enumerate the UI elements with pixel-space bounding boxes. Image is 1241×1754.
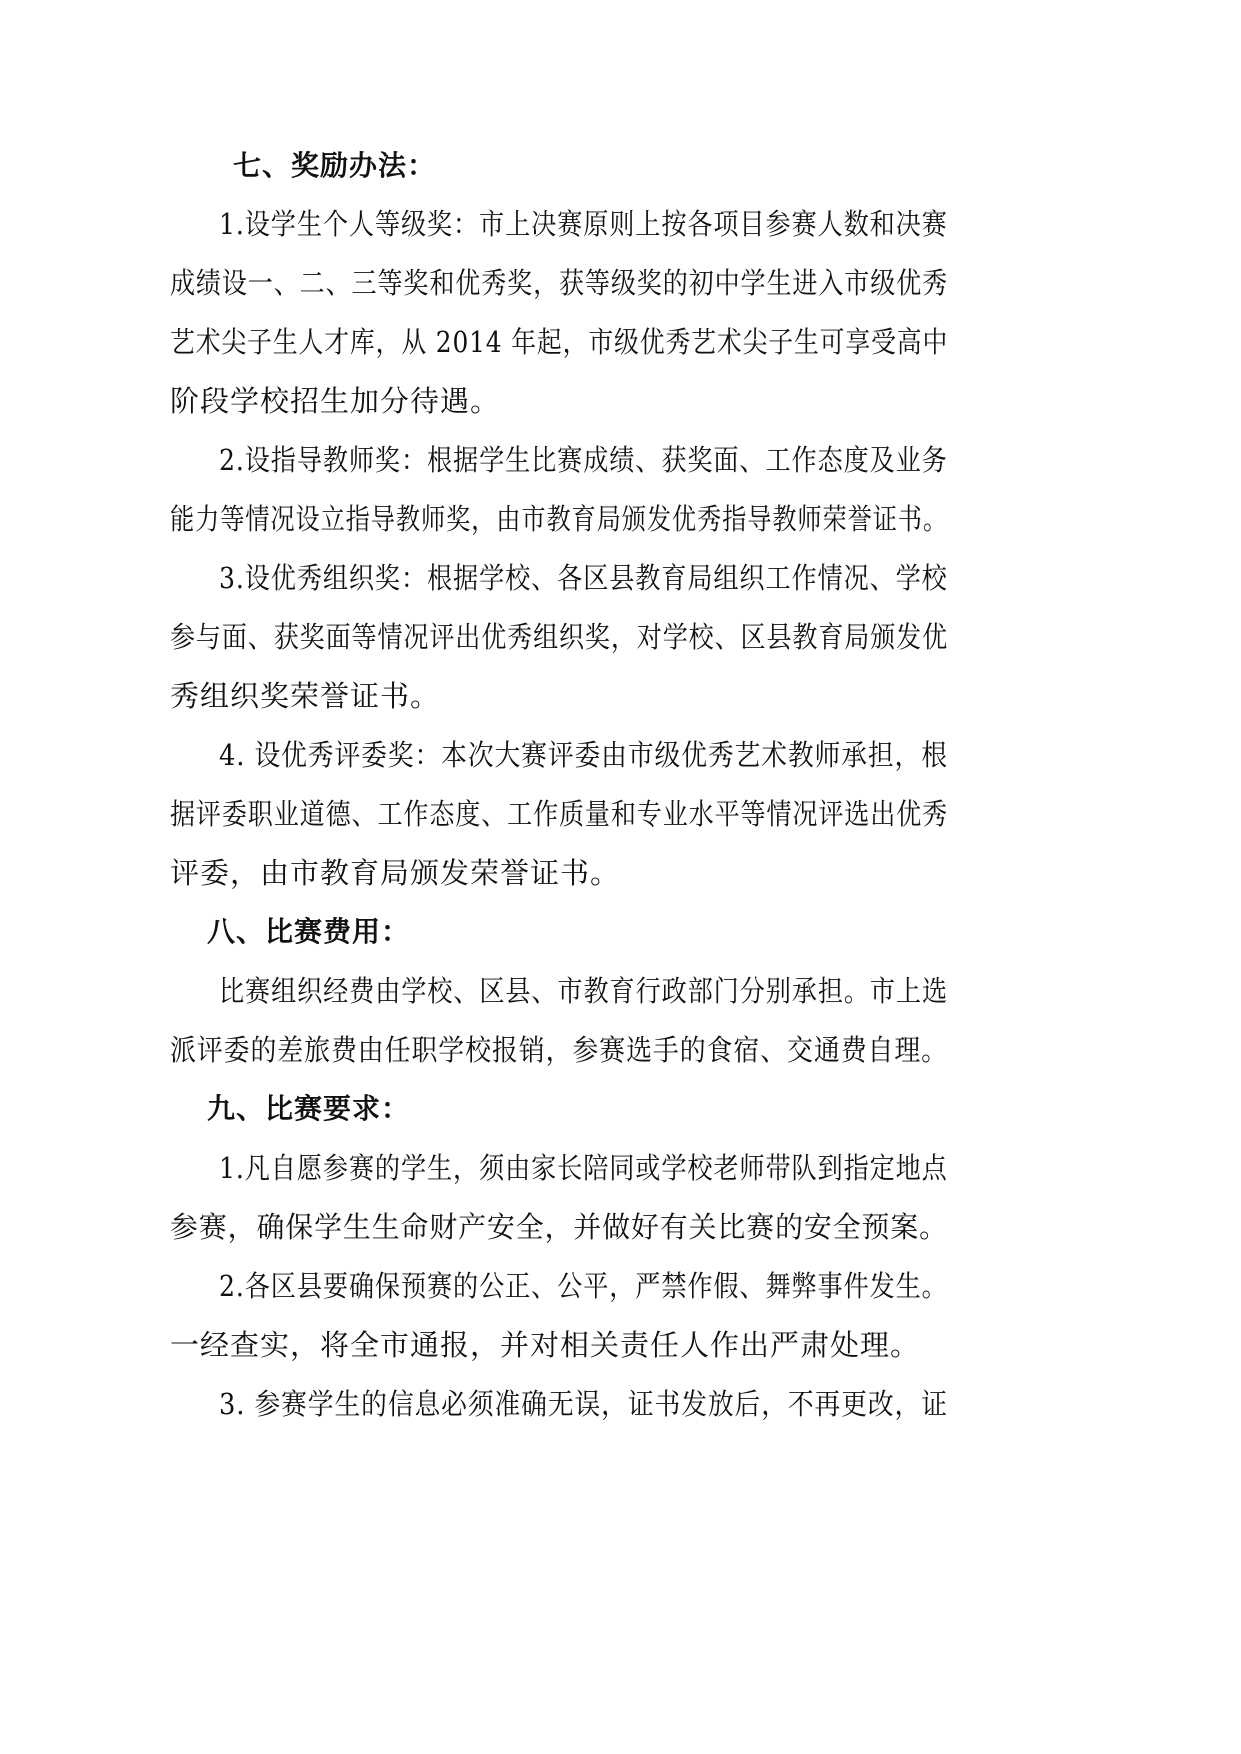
paragraph-line: 成绩设一、二、三等奖和优秀奖，获等级奖的初中学生进入市级优秀 (170, 266, 949, 300)
paragraph-line: 2.各区县要确保预赛的公正、公平，严禁作假、舞弊事件发生。 (219, 1269, 948, 1303)
paragraph-line: 秀组织奖荣誉证书。 (170, 679, 441, 713)
paragraph-line: 参与面、获奖面等情况评出优秀组织奖，对学校、区县教育局颁发优 (170, 620, 949, 654)
paragraph-line: 评委，由市教育局颁发荣誉证书。 (170, 856, 621, 890)
paragraph-line: 4. 设优秀评委奖：本次大赛评委由市级优秀艺术教师承担，根 (219, 738, 948, 772)
paragraph-line: 3.设优秀组织奖：根据学校、各区县教育局组织工作情况、学校 (219, 561, 948, 595)
paragraph-line: 据评委职业道德、工作态度、工作质量和专业水平等情况评选出优秀 (170, 797, 949, 831)
paragraph-line: 阶段学校招生加分待遇。 (170, 384, 501, 418)
section-heading-awards: 七、奖励办法： (233, 149, 437, 182)
paragraph-line: 艺术尖子生人才库，从 2014 年起，市级优秀艺术尖子生可享受高中 (170, 325, 949, 359)
paragraph-line: 比赛组织经费由学校、区县、市教育行政部门分别承担。市上选 (219, 974, 949, 1008)
paragraph-line: 派评委的差旅费由任职学校报销，参赛选手的食宿、交通费自理。 (170, 1033, 949, 1067)
section-heading-requirements: 九、比赛要求： (207, 1092, 411, 1125)
paragraph-line: 1.凡自愿参赛的学生，须由家长陪同或学校老师带队到指定地点 (219, 1151, 948, 1185)
paragraph-line: 1.设学生个人等级奖：市上决赛原则上按各项目参赛人数和决赛 (219, 207, 948, 241)
paragraph-line: 参赛，确保学生生命财产安全，并做好有关比赛的安全预案。 (170, 1210, 949, 1244)
paragraph-line: 一经查实，将全市通报，并对相关责任人作出严肃处理。 (170, 1328, 921, 1362)
paragraph-line: 能力等情况设立指导教师奖，由市教育局颁发优秀指导教师荣誉证书。 (170, 502, 949, 536)
section-heading-costs: 八、比赛费用： (207, 915, 411, 948)
paragraph-line: 2.设指导教师奖：根据学生比赛成绩、获奖面、工作态度及业务 (219, 443, 948, 477)
paragraph-line: 3. 参赛学生的信息必须准确无误，证书发放后，不再更改，证 (219, 1387, 948, 1421)
